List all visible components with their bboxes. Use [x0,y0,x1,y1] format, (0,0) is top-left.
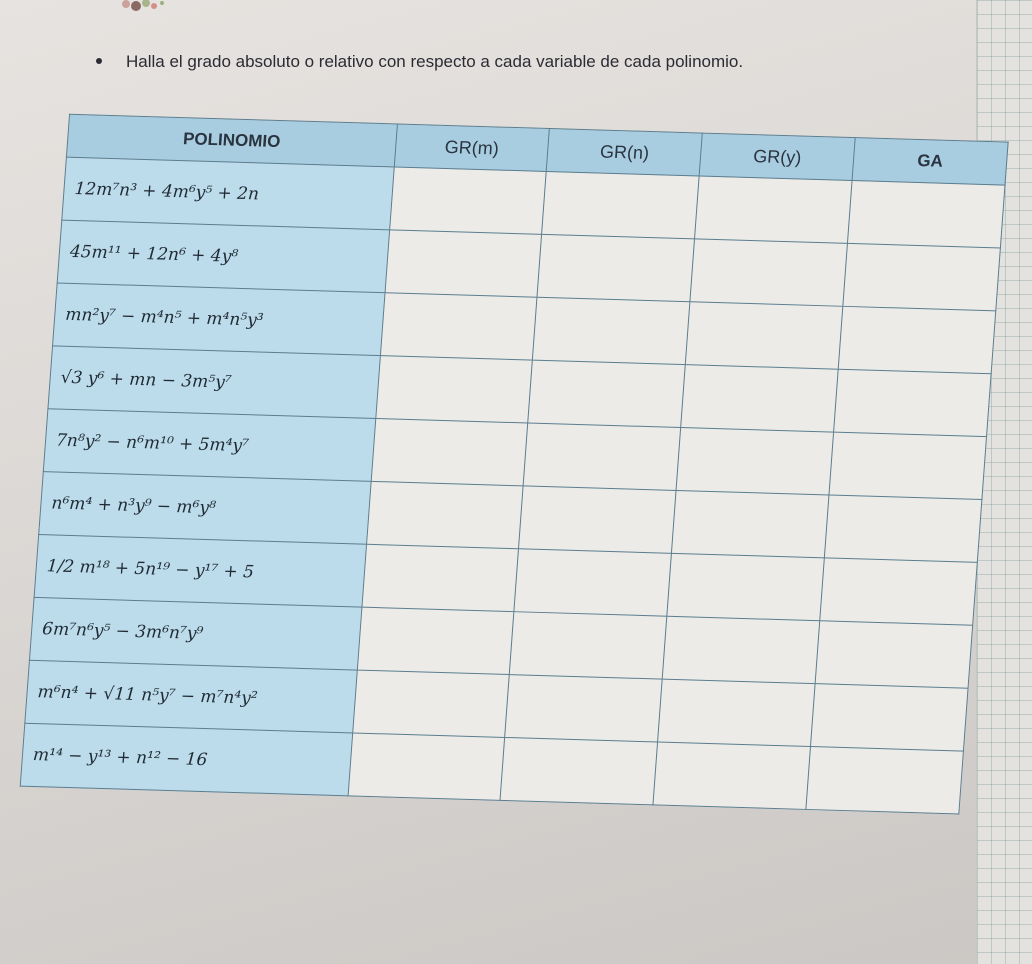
decorative-flower-icon [118,0,168,14]
answer-cell-ga[interactable] [820,558,977,625]
instruction-label: Halla el grado absoluto o relativo con respecto a cada variable de cada polinomio. [126,52,744,71]
answer-cell-gr-n[interactable] [505,675,662,742]
answer-cell-gr-m[interactable] [371,418,528,485]
polynomial-cell: 12m⁷n³ + 4m⁶y⁵ + 2n [62,157,394,230]
answer-cell-gr-y[interactable] [690,239,847,306]
header-gr-m: GR(m) [394,124,550,171]
answer-cell-gr-n[interactable] [500,737,657,804]
answer-cell-gr-m[interactable] [375,356,532,423]
answer-cell-gr-y[interactable] [676,428,833,495]
answer-cell-gr-m[interactable] [380,293,537,360]
polynomial-cell: n⁶m⁴ + n³y⁹ − m⁶y⁸ [39,472,371,545]
answer-cell-gr-n[interactable] [514,549,671,616]
answer-cell-ga[interactable] [815,621,972,688]
polynomial-cell: √3 y⁶ + mn − 3m⁵y⁷ [48,346,380,419]
answer-cell-gr-n[interactable] [533,297,690,364]
answer-cell-ga[interactable] [838,306,995,373]
polynomial-cell: m¹⁴ − y¹³ + n¹² − 16 [20,723,352,796]
answer-cell-ga[interactable] [806,747,963,814]
answer-cell-ga[interactable] [843,243,1000,310]
answer-cell-gr-m[interactable] [366,481,523,548]
answer-cell-gr-m[interactable] [352,670,509,737]
answer-cell-gr-n[interactable] [528,360,685,427]
answer-cell-ga[interactable] [811,684,968,751]
answer-cell-ga[interactable] [848,181,1005,248]
bullet-icon [96,58,102,64]
answer-cell-gr-y[interactable] [662,616,819,683]
polynomial-cell: 6m⁷n⁶y⁵ − 3m⁶n⁷y⁹ [29,597,361,670]
answer-cell-gr-y[interactable] [653,742,810,809]
header-polinomio: POLINOMIO [66,114,397,167]
answer-cell-gr-y[interactable] [681,365,838,432]
answer-cell-gr-y[interactable] [672,490,829,557]
header-gr-y: GR(y) [699,133,855,180]
header-gr-n: GR(n) [547,129,703,176]
answer-cell-ga[interactable] [829,432,986,499]
polynomial-cell: mn²y⁷ − m⁴n⁵ + m⁴n⁵y³ [53,283,385,356]
answer-cell-gr-y[interactable] [667,553,824,620]
answer-cell-gr-y[interactable] [695,176,852,243]
answer-cell-gr-n[interactable] [510,612,667,679]
polynomial-table [20,114,1009,815]
answer-cell-ga[interactable] [834,369,991,436]
answer-cell-gr-y[interactable] [686,302,843,369]
answer-cell-gr-n[interactable] [524,423,681,490]
answer-cell-ga[interactable] [824,495,981,562]
polynomial-table-wrapper [0,100,980,907]
answer-cell-gr-n[interactable] [537,234,694,301]
header-ga: GA [852,138,1008,185]
answer-cell-gr-y[interactable] [658,679,815,746]
answer-cell-gr-m[interactable] [361,544,518,611]
polynomial-cell: 7n⁸y² − n⁶m¹⁰ + 5m⁴y⁷ [43,409,375,482]
answer-cell-gr-n[interactable] [542,171,699,238]
answer-cell-gr-m[interactable] [348,733,505,800]
polynomial-cell: 1/2 m¹⁸ + 5n¹⁹ − y¹⁷ + 5 [34,535,366,608]
instruction-text [96,52,743,72]
polynomial-cell: m⁶n⁴ + √11 n⁵y⁷ − m⁷n⁴y² [25,660,357,733]
answer-cell-gr-m[interactable] [385,230,542,297]
answer-cell-gr-m[interactable] [389,167,546,234]
answer-cell-gr-n[interactable] [519,486,676,553]
answer-cell-gr-m[interactable] [357,607,514,674]
polynomial-cell: 45m¹¹ + 12n⁶ + 4y⁸ [57,220,389,293]
